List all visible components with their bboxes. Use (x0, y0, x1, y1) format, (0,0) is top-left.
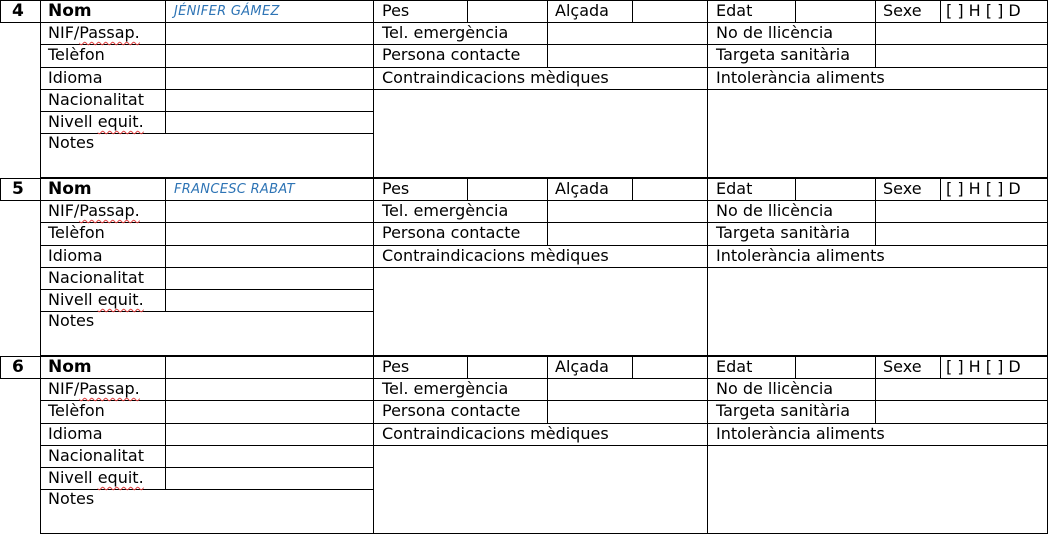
label-llicencia: No de llicència (716, 379, 834, 399)
label-notes: Notes (48, 311, 95, 331)
notes-field[interactable] (41, 510, 372, 533)
label-pes: Pes (382, 1, 410, 20)
record-number: 6 (12, 357, 24, 377)
cell-divider (940, 178, 941, 200)
number-cell-bottom (0, 378, 41, 379)
llicencia-field[interactable] (876, 201, 1046, 222)
label-contraindicacions: Contraindicacions mèdiques (382, 423, 609, 443)
tel-emergencia-field[interactable] (548, 379, 706, 400)
edat-field[interactable] (796, 1, 874, 22)
label-targeta: Targeta sanitària (716, 401, 851, 421)
persona-contacte-field[interactable] (548, 401, 706, 422)
llicencia-field[interactable] (876, 23, 1046, 44)
label-nom: Nom (48, 1, 92, 21)
value-field[interactable] (166, 290, 372, 311)
label-targeta: Targeta sanitària (716, 45, 851, 65)
targeta-field[interactable] (876, 401, 1046, 422)
label-contraindicacions: Contraindicacions mèdiques (382, 245, 609, 265)
label-nivell-equit: Nivell equit. (48, 290, 144, 309)
llicencia-field[interactable] (876, 379, 1046, 400)
intolerancia-field[interactable] (708, 268, 1046, 355)
label-nacionalitat: Nacionalitat (48, 89, 144, 109)
label-nom: Nom (48, 357, 92, 377)
alcada-field[interactable] (633, 357, 706, 378)
label-edat: Edat (716, 1, 753, 20)
label-telefon: Telèfon (48, 45, 105, 65)
persona-contacte-field[interactable] (548, 223, 706, 244)
notes-field[interactable] (41, 154, 372, 177)
label-telefon: Telèfon (48, 223, 105, 243)
label-intolerancia: Intolerància aliments (716, 67, 885, 87)
contraindicacions-field[interactable] (374, 268, 706, 355)
label-tel-emergencia: Tel. emergència (382, 201, 509, 221)
label-nif: NIF/Passap. (48, 23, 140, 43)
value-field[interactable] (166, 468, 372, 489)
value-field[interactable] (166, 446, 372, 467)
targeta-field[interactable] (876, 45, 1046, 66)
label-notes: Notes (48, 133, 95, 153)
value-field[interactable] (166, 68, 372, 89)
targeta-field[interactable] (876, 223, 1046, 244)
record-number: 5 (12, 179, 24, 199)
label-llicencia: No de llicència (716, 201, 834, 221)
label-llicencia: No de llicència (716, 23, 834, 43)
label-edat: Edat (716, 179, 753, 198)
tel-emergencia-field[interactable] (548, 23, 706, 44)
label-tel-emergencia: Tel. emergència (382, 23, 509, 43)
label-intolerancia: Intolerància aliments (716, 423, 885, 443)
name-value[interactable]: FRANCESC RABAT (174, 182, 295, 197)
label-nif: NIF/Passap. (48, 201, 140, 221)
value-field[interactable] (166, 223, 372, 244)
intolerancia-field[interactable] (708, 446, 1046, 533)
tel-emergencia-field[interactable] (548, 201, 706, 222)
notes-field[interactable] (41, 332, 372, 355)
label-sexe: Sexe (883, 357, 922, 376)
value-field[interactable] (166, 201, 372, 222)
sexe-options[interactable]: [ ] H [ ] D (946, 357, 1021, 376)
label-pes: Pes (382, 179, 410, 198)
label-sexe: Sexe (883, 1, 922, 20)
label-edat: Edat (716, 357, 753, 376)
number-cell-bottom (0, 200, 41, 201)
label-pes: Pes (382, 357, 410, 376)
label-nom: Nom (48, 179, 92, 199)
label-idioma: Idioma (48, 67, 103, 87)
number-cell-bottom (0, 22, 41, 23)
edat-field[interactable] (796, 357, 874, 378)
label-nif: NIF/Passap. (48, 379, 140, 399)
record-number-border (0, 356, 1, 378)
value-field[interactable] (166, 23, 372, 44)
edat-field[interactable] (796, 179, 874, 200)
label-telefon: Telèfon (48, 401, 105, 421)
value-field[interactable] (166, 379, 372, 400)
value-field[interactable] (166, 268, 372, 289)
label-alcada: Alçada (555, 1, 609, 20)
label-idioma: Idioma (48, 423, 103, 443)
label-nacionalitat: Nacionalitat (48, 445, 144, 465)
value-field[interactable] (166, 246, 372, 267)
label-contraindicacions: Contraindicacions mèdiques (382, 67, 609, 87)
label-nivell-equit: Nivell equit. (48, 112, 144, 131)
contraindicacions-field[interactable] (374, 90, 706, 177)
record-number-border (0, 178, 1, 200)
label-alcada: Alçada (555, 179, 609, 198)
persona-contacte-field[interactable] (548, 45, 706, 66)
value-field[interactable] (166, 45, 372, 66)
label-notes: Notes (48, 489, 95, 509)
cell-divider (940, 0, 941, 22)
value-field[interactable] (166, 112, 372, 133)
label-targeta: Targeta sanitària (716, 223, 851, 243)
label-nivell-equit: Nivell equit. (48, 468, 144, 487)
record-number-border (0, 0, 1, 22)
label-alcada: Alçada (555, 357, 609, 376)
label-nacionalitat: Nacionalitat (48, 267, 144, 287)
alcada-field[interactable] (633, 1, 706, 22)
cell-divider (940, 356, 941, 378)
label-persona-contacte: Persona contacte (382, 401, 521, 421)
label-idioma: Idioma (48, 245, 103, 265)
name-value[interactable]: JÉNIFER GÁMEZ (174, 4, 280, 19)
record-number: 4 (12, 1, 24, 21)
sexe-options[interactable]: [ ] H [ ] D (946, 1, 1021, 20)
label-sexe: Sexe (883, 179, 922, 198)
pes-field[interactable] (468, 179, 546, 200)
value-field[interactable] (166, 424, 372, 445)
value-field[interactable] (166, 401, 372, 422)
pes-field[interactable] (468, 357, 546, 378)
value-field[interactable] (166, 90, 372, 111)
intolerancia-field[interactable] (708, 90, 1046, 177)
label-intolerancia: Intolerància aliments (716, 245, 885, 265)
label-tel-emergencia: Tel. emergència (382, 379, 509, 399)
contraindicacions-field[interactable] (374, 446, 706, 533)
alcada-field[interactable] (633, 179, 706, 200)
label-persona-contacte: Persona contacte (382, 45, 521, 65)
label-persona-contacte: Persona contacte (382, 223, 521, 243)
pes-field[interactable] (468, 1, 546, 22)
sexe-options[interactable]: [ ] H [ ] D (946, 179, 1021, 198)
